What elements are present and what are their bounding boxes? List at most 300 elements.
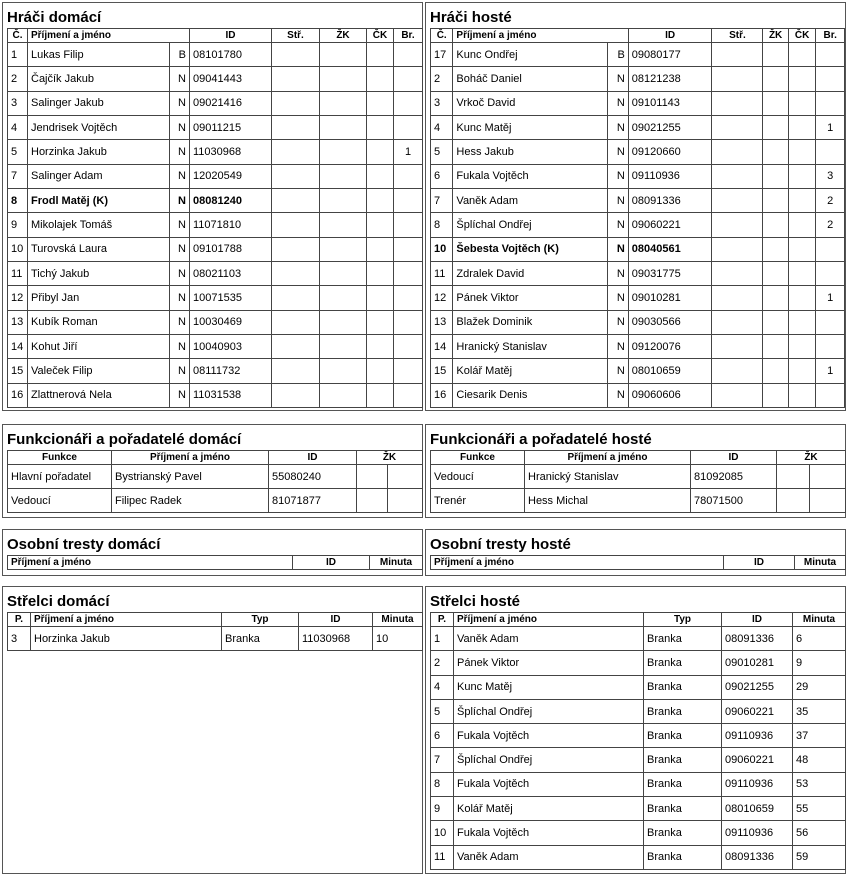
scorer-id: 09110936 [722,772,793,796]
player-number: 13 [431,310,453,334]
player-goals [394,43,423,67]
player-red-card [788,67,816,91]
player-id: 09101143 [628,91,712,115]
player-goals: 3 [816,164,845,188]
player-goals [394,286,423,310]
player-substitution [272,91,320,115]
player-number: 11 [8,262,28,286]
table-row [431,627,846,651]
player-id: 08081240 [190,189,272,213]
players-home-table [7,28,423,408]
scorer-name: Fukala Vojtěch [454,724,644,748]
player-goals [394,91,423,115]
col-type: Typ [644,613,722,627]
table-row [8,262,423,286]
col-id: ID [190,29,272,43]
table-row [431,651,846,675]
col-no: Č. [431,29,453,43]
player-number: 7 [8,164,28,188]
player-goals [394,67,423,91]
player-substitution [712,286,763,310]
official-yellow-card-b [810,465,846,489]
table-row [431,359,845,383]
scorer-type: Branka [644,675,722,699]
table-row [8,383,423,407]
player-id: 08021103 [190,262,272,286]
table-row [431,383,845,407]
penalties-away-title: Osobní tresty hosté [430,536,571,553]
player-red-card [367,359,394,383]
scorer-name: Pánek Viktor [454,651,644,675]
player-name: Horzinka Jakub [28,140,170,164]
player-substitution [272,116,320,140]
player-position: B [608,43,628,67]
col-name: Příjmení a jméno [31,613,222,627]
official-yellow-card-b [388,489,423,513]
col-minute: Minuta [795,556,846,570]
penalties-away-table [430,555,846,570]
player-substitution [712,213,763,237]
col-zk: ŽK [777,451,846,465]
player-number: 5 [8,140,28,164]
col-name: Příjmení a jméno [453,29,628,43]
scorer-minute: 9 [793,651,846,675]
col-name: Příjmení a jméno [454,613,644,627]
table-row [431,164,845,188]
scorer-minute: 48 [793,748,846,772]
col-str: Stř. [712,29,763,43]
player-red-card [367,310,394,334]
player-name: Salinger Adam [28,164,170,188]
player-goals [394,189,423,213]
official-yellow-card-a [357,489,388,513]
player-number: 15 [431,359,453,383]
player-yellow-card [763,359,788,383]
player-position: N [170,335,190,359]
player-name: Kolář Matěj [453,359,608,383]
scorer-name: Vaněk Adam [454,845,644,869]
scorer-id: 08010659 [722,797,793,821]
player-yellow-card [320,237,367,261]
scorer-name: Šplíchal Ondřej [454,699,644,723]
player-yellow-card [320,140,367,164]
player-substitution [272,189,320,213]
player-yellow-card [763,310,788,334]
table-row [8,489,423,513]
player-number: 8 [8,189,28,213]
col-br: Br. [394,29,423,43]
player-number: 12 [8,286,28,310]
col-p: P. [8,613,31,627]
officials-home-title: Funkcionáři a pořadatelé domácí [7,431,242,448]
player-substitution [712,67,763,91]
player-position: N [170,383,190,407]
player-yellow-card [763,43,788,67]
player-position: N [608,286,628,310]
player-number: 15 [8,359,28,383]
player-red-card [367,335,394,359]
player-yellow-card [763,335,788,359]
player-red-card [367,383,394,407]
players-away-panel [425,2,846,411]
player-yellow-card [320,213,367,237]
player-goals [394,213,423,237]
player-yellow-card [763,383,788,407]
table-row [8,67,423,91]
player-red-card [788,189,816,213]
player-goals [394,262,423,286]
player-red-card [788,310,816,334]
scorer-minute: 53 [793,772,846,796]
table-row [8,465,423,489]
player-number: 2 [431,67,453,91]
player-number: 14 [431,335,453,359]
player-goals [816,67,845,91]
officials-home-panel [2,424,423,518]
player-name: Fukala Vojtěch [453,164,608,188]
player-position: N [608,310,628,334]
players-home-panel [2,2,423,411]
table-row [431,335,845,359]
officials-away-panel [425,424,846,518]
col-zk: ŽK [320,29,367,43]
table-row [8,116,423,140]
player-id: 10071535 [190,286,272,310]
col-id: ID [724,556,795,570]
col-name: Příjmení a jméno [112,451,269,465]
player-substitution [272,359,320,383]
official-yellow-card-b [388,465,423,489]
player-id: 09120660 [628,140,712,164]
player-position: N [608,140,628,164]
player-yellow-card [320,383,367,407]
player-yellow-card [763,91,788,115]
player-id: 09010281 [628,286,712,310]
scorer-type: Branka [644,797,722,821]
player-yellow-card [763,189,788,213]
scorer-order: 2 [431,651,454,675]
player-substitution [712,116,763,140]
scorers-home-title: Střelci domácí [7,593,110,610]
col-zk: ŽK [357,451,423,465]
player-id: 09101788 [190,237,272,261]
player-name: Salinger Jakub [28,91,170,115]
scorer-name: Vaněk Adam [454,627,644,651]
scorer-minute: 55 [793,797,846,821]
player-goals [816,91,845,115]
official-yellow-card-a [777,465,810,489]
player-number: 9 [8,213,28,237]
scorer-type: Branka [644,627,722,651]
table-row [431,140,845,164]
player-substitution [272,310,320,334]
player-name: Šplíchal Ondřej [453,213,608,237]
player-id: 08091336 [628,189,712,213]
player-name: Frodl Matěj (K) [28,189,170,213]
player-number: 13 [8,310,28,334]
player-goals: 1 [394,140,423,164]
player-number: 11 [431,262,453,286]
player-id: 09120076 [628,335,712,359]
player-name: Jendrisek Vojtěch [28,116,170,140]
player-substitution [272,286,320,310]
player-goals [394,237,423,261]
player-red-card [367,43,394,67]
table-row [8,335,423,359]
scorer-order: 7 [431,748,454,772]
player-yellow-card [320,189,367,213]
player-position: N [170,213,190,237]
player-goals [816,310,845,334]
player-yellow-card [763,237,788,261]
player-name: Kohut Jiří [28,335,170,359]
scorer-name: Kolář Matěj [454,797,644,821]
player-red-card [367,286,394,310]
player-goals [394,335,423,359]
player-red-card [367,237,394,261]
scorers-away-table [430,612,846,870]
player-position: N [170,91,190,115]
col-name: Příjmení a jméno [8,556,293,570]
table-row [8,43,423,67]
player-red-card [788,237,816,261]
player-number: 12 [431,286,453,310]
scorer-id: 08091336 [722,845,793,869]
player-red-card [367,67,394,91]
player-name: Zlattnerová Nela [28,383,170,407]
player-number: 3 [431,91,453,115]
table-row [431,116,845,140]
player-red-card [367,189,394,213]
player-number: 4 [431,116,453,140]
player-goals [394,383,423,407]
scorer-name: Šplíchal Ondřej [454,748,644,772]
player-red-card [788,383,816,407]
official-id: 78071500 [691,489,777,513]
official-function: Hlavní pořadatel [8,465,112,489]
player-goals: 2 [816,213,845,237]
player-id: 09030566 [628,310,712,334]
player-position: N [608,91,628,115]
col-id: ID [269,451,357,465]
player-position: N [170,359,190,383]
player-name: Kubík Roman [28,310,170,334]
official-yellow-card-b [810,489,846,513]
player-id: 09080177 [628,43,712,67]
col-name: Příjmení a jméno [525,451,691,465]
player-id: 12020549 [190,164,272,188]
player-number: 8 [431,213,453,237]
player-substitution [272,262,320,286]
player-name: Čajčík Jakub [28,67,170,91]
player-number: 16 [8,383,28,407]
scorer-type: Branka [644,821,722,845]
player-yellow-card [763,286,788,310]
player-name: Šebesta Vojtěch (K) [453,237,608,261]
scorer-order: 6 [431,724,454,748]
player-yellow-card [763,116,788,140]
player-id: 11071810 [190,213,272,237]
player-id: 09011215 [190,116,272,140]
official-function: Vedoucí [8,489,112,513]
player-goals [816,383,845,407]
scorer-type: Branka [644,748,722,772]
player-name: Mikolajek Tomáš [28,213,170,237]
player-position: N [608,189,628,213]
col-id: ID [722,613,793,627]
player-id: 11030968 [190,140,272,164]
player-substitution [712,237,763,261]
col-name: Příjmení a jméno [431,556,724,570]
table-row [8,164,423,188]
player-red-card [788,286,816,310]
player-position: N [608,262,628,286]
scorer-id: 09110936 [722,724,793,748]
scorer-order: 3 [8,627,31,651]
scorer-minute: 29 [793,675,846,699]
player-red-card [788,43,816,67]
player-substitution [712,335,763,359]
player-goals: 1 [816,286,845,310]
player-position: N [170,286,190,310]
player-number: 3 [8,91,28,115]
col-id: ID [293,556,370,570]
player-substitution [272,383,320,407]
scorer-order: 10 [431,821,454,845]
player-position: N [170,140,190,164]
player-goals: 1 [816,359,845,383]
col-ck: ČK [367,29,394,43]
player-name: Pánek Viktor [453,286,608,310]
player-substitution [712,91,763,115]
player-position: N [608,383,628,407]
player-goals [394,164,423,188]
col-str: Stř. [272,29,320,43]
player-substitution [272,237,320,261]
scorer-id: 09010281 [722,651,793,675]
player-yellow-card [763,262,788,286]
official-id: 55080240 [269,465,357,489]
table-row [8,91,423,115]
official-name: Hranický Stanislav [525,465,691,489]
scorer-type: Branka [644,772,722,796]
table-row [8,359,423,383]
player-position: N [608,359,628,383]
table-row [431,748,846,772]
player-substitution [712,164,763,188]
player-red-card [788,164,816,188]
scorer-id: 09110936 [722,821,793,845]
player-goals [816,237,845,261]
col-function: Funkce [431,451,525,465]
player-substitution [712,189,763,213]
scorer-order: 8 [431,772,454,796]
player-name: Vaněk Adam [453,189,608,213]
player-yellow-card [763,140,788,164]
player-id: 08121238 [628,67,712,91]
official-yellow-card-a [777,489,810,513]
official-name: Bystrianský Pavel [112,465,269,489]
official-function: Vedoucí [431,465,525,489]
col-minute: Minuta [373,613,423,627]
table-row [431,43,845,67]
table-row [431,724,846,748]
table-row [431,489,846,513]
player-id: 09110936 [628,164,712,188]
scorer-minute: 35 [793,699,846,723]
player-substitution [712,43,763,67]
player-yellow-card [763,164,788,188]
officials-away-title: Funkcionáři a pořadatelé hosté [430,431,652,448]
player-position: N [170,164,190,188]
table-row [431,772,846,796]
player-id: 09060221 [628,213,712,237]
player-yellow-card [320,91,367,115]
player-substitution [272,335,320,359]
scorer-id: 09021255 [722,675,793,699]
player-yellow-card [320,164,367,188]
scorer-minute: 10 [373,627,423,651]
official-yellow-card-a [357,465,388,489]
officials-home-table [7,450,423,513]
player-name: Lukas Filip [28,43,170,67]
player-substitution [712,310,763,334]
player-goals: 2 [816,189,845,213]
player-id: 09041443 [190,67,272,91]
player-name: Turovská Laura [28,237,170,261]
player-name: Kunc Matěj [453,116,608,140]
player-position: N [170,310,190,334]
player-name: Boháč Daniel [453,67,608,91]
table-row [431,189,845,213]
player-number: 14 [8,335,28,359]
official-name: Hess Michal [525,489,691,513]
players-home-title: Hráči domácí [7,9,102,26]
player-substitution [272,140,320,164]
player-yellow-card [763,67,788,91]
col-name: Příjmení a jméno [28,29,190,43]
official-name: Filipec Radek [112,489,269,513]
col-minute: Minuta [370,556,423,570]
scorer-order: 1 [431,627,454,651]
scorer-name: Fukala Vojtěch [454,821,644,845]
player-id: 08111732 [190,359,272,383]
scorer-name: Fukala Vojtěch [454,772,644,796]
table-row [431,91,845,115]
players-away-table [430,28,845,408]
player-position: B [170,43,190,67]
col-id: ID [299,613,373,627]
player-position: N [170,262,190,286]
table-row [431,213,845,237]
player-red-card [788,262,816,286]
table-row [8,213,423,237]
player-goals [394,310,423,334]
scorer-id: 09060221 [722,699,793,723]
player-id: 11031538 [190,383,272,407]
scorer-name: Horzinka Jakub [31,627,222,651]
table-row [8,237,423,261]
player-red-card [788,91,816,115]
col-no: Č. [8,29,28,43]
player-red-card [367,262,394,286]
player-name: Valeček Filip [28,359,170,383]
penalties-home-table [7,555,423,570]
official-function: Trenér [431,489,525,513]
scorer-type: Branka [644,845,722,869]
col-br: Br. [816,29,845,43]
player-goals [816,335,845,359]
